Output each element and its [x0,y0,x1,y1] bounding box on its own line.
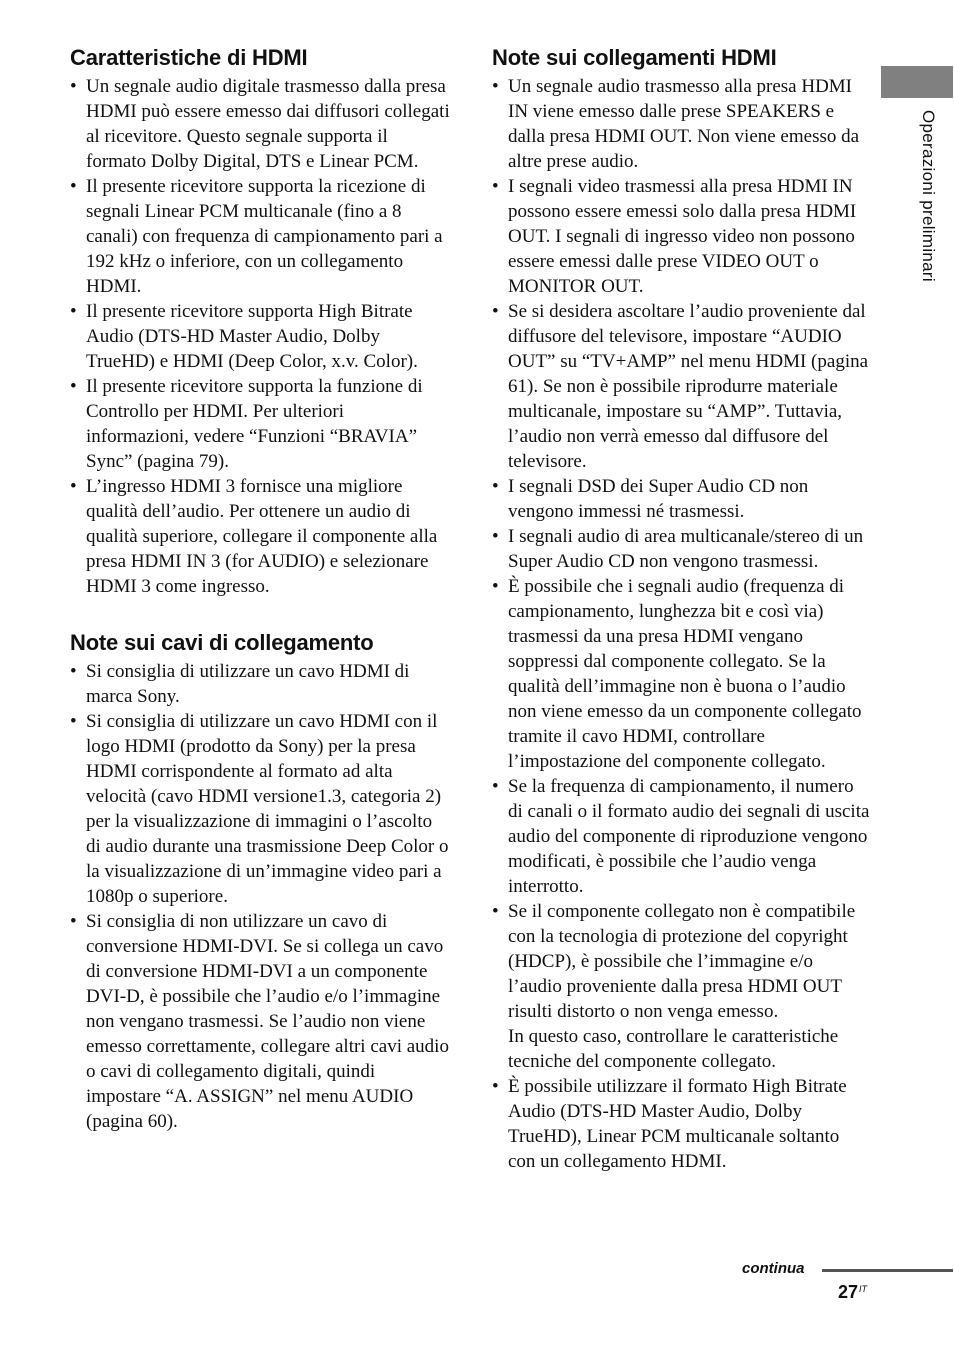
left-column [70,44,450,1134]
bullet-icon: • [492,76,499,97]
list-item: • Un segnale audio digitale trasmesso dalla presa HDMI può essere emesso dai diffusori collegati al ricevitore. Questo segnale supporta il formato Dolby Digital, DTS e Linear PCM. [70,76,450,172]
bullet-icon: • [70,911,77,932]
list-item: • Il presente ricevitore supporta la funzione di Controllo per HDMI. Per ulteriori informazioni, vedere “Funzioni “BRAVIA” Sync” (pagina 79). [70,376,423,472]
list-item: • Il presente ricevitore supporta la ricezione di segnali Linear PCM multicanale (fino a 8 canali) con frequenza di campionamento pari a 192 kHz o inferiore, con un collegamento HDMI. [70,176,443,297]
bullet-icon: • [70,76,77,97]
list-note-collegamenti-hdmi [492,74,870,1174]
list-item: • I segnali audio di area multicanale/stereo di un Super Audio CD non vengono trasmessi. [492,526,864,572]
list-item: • Si consiglia di non utilizzare un cavo di conversione HDMI-DVI. Se si collega un cavo di conversione HDMI-DVI a un componente DVI-D, è possibile che l’audio e/o l’immagine non vengano trasmessi. Se l’audio non viene emesso correttamente, collegare altri cavi audio o cavi di collegamento digitali, quindi impostare “A. ASSIGN” nel menu AUDIO (pagina 60). [70,911,449,1132]
list-item: • I segnali video trasmessi alla presa HDMI IN possono essere emessi solo dalla presa HDMI OUT. I segnali di ingresso video non possono essere emessi dalle prese VIDEO OUT o MONITOR OUT. [492,176,857,297]
list-item: • Il presente ricevitore supporta High Bitrate Audio (DTS-HD Master Audio, Dolby TrueHD) e HDMI (Deep Color, x.v. Color). [70,301,418,372]
list-note-cavi [70,659,450,1134]
list-item: • I segnali DSD dei Super Audio CD non vengono immessi né trasmessi. [492,476,809,522]
bullet-icon: • [492,176,499,197]
list-item: • Un segnale audio trasmesso alla presa HDMI IN viene emesso dalle prese SPEAKERS e dalla presa HDMI OUT. Non viene emesso da altre prese audio. [492,76,860,172]
bullet-icon: • [70,301,77,322]
bullet-icon: • [70,476,77,497]
bullet-icon: • [492,901,499,922]
list-item: • Se la frequenza di campionamento, il numero di canali o il formato audio dei segnali di uscita audio del componente di riproduzione vengono modificati, è possibile che l’audio venga interrotto. [492,776,870,897]
list-item: • Se si desidera ascoltare l’audio proveniente dal diffusore del televisore, impostare “AUDIO OUT” su “TV+AMP” nel menu HDMI (pagina 61). Se non è possibile riprodurre materiale multicanale, impostare su “AMP”. Tuttavia, l’audio non verrà emesso dal diffusore del televisore. [492,301,869,472]
language-code: IT [859,1284,868,1294]
section-side-label: Operazioni preliminari [919,110,938,282]
bullet-icon: • [492,576,499,597]
heading-note-collegamenti-hdmi: Note sui collegamenti HDMI [492,45,777,70]
section-tab-marker [881,66,953,98]
bullet-icon: • [492,1076,499,1097]
bullet-icon: • [70,661,77,682]
list-caratteristiche-hdmi [70,74,450,599]
bullet-icon: • [492,476,499,497]
list-item: • L’ingresso HDMI 3 fornisce una migliore qualità dell’audio. Per ottenere un audio di qualità superiore, collegare il componente alla presa HDMI IN 3 (for AUDIO) e selezionare HDMI 3 come ingresso. [70,476,438,597]
heading-note-cavi: Note sui cavi di collegamento [70,630,374,655]
bullet-icon: • [492,526,499,547]
bullet-icon: • [70,711,77,732]
list-item: • Si consiglia di utilizzare un cavo HDMI con il logo HDMI (prodotto da Sony) per la presa HDMI corrispondente al formato ad alta velocità (cavo HDMI versione1.3, categoria 2) per la visualizzazione di immagini o l’ascolto di audio durante una trasmissione Deep Color o la visualizzazione di un’immagine video pari a 1080p o superiore. [70,711,449,907]
list-item: • È possibile utilizzare il formato High Bitrate Audio (DTS-HD Master Audio, Dolby TrueHD), Linear PCM multicanale soltanto con un collegamento HDMI. [492,1076,847,1172]
list-item: • È possibile che i segnali audio (frequenza di campionamento, lunghezza bit e così via) trasmessi da una presa HDMI vengano soppressi dal componente collegato. Se la qualità dell’immagine non è buona o l’audio non viene emesso da un componente collegato tramite il cavo HDMI, controllare l’impostazione del componente collegato. [492,576,862,772]
bullet-icon: • [70,176,77,197]
right-column [492,44,870,1174]
bullet-icon: • [492,776,499,797]
continued-label: continua [742,1260,805,1277]
bullet-icon: • [492,301,499,322]
continued-rule [822,1269,953,1272]
list-item: • Si consiglia di utilizzare un cavo HDMI di marca Sony. [70,661,410,707]
heading-caratteristiche-hdmi: Caratteristiche di HDMI [70,45,308,70]
page-number: $27^{IT}$ [838,1282,868,1302]
list-item: • Se il componente collegato non è compatibile con la tecnologia di protezione del copyright (HDCP), è possibile che l’immagine e/o l’audio proveniente dalla presa HDMI OUT risulti distorto o non venga emesso. In questo caso, controllare le caratteristiche tecniche del componente collegato. [492,901,856,1072]
bullet-icon: • [70,376,77,397]
